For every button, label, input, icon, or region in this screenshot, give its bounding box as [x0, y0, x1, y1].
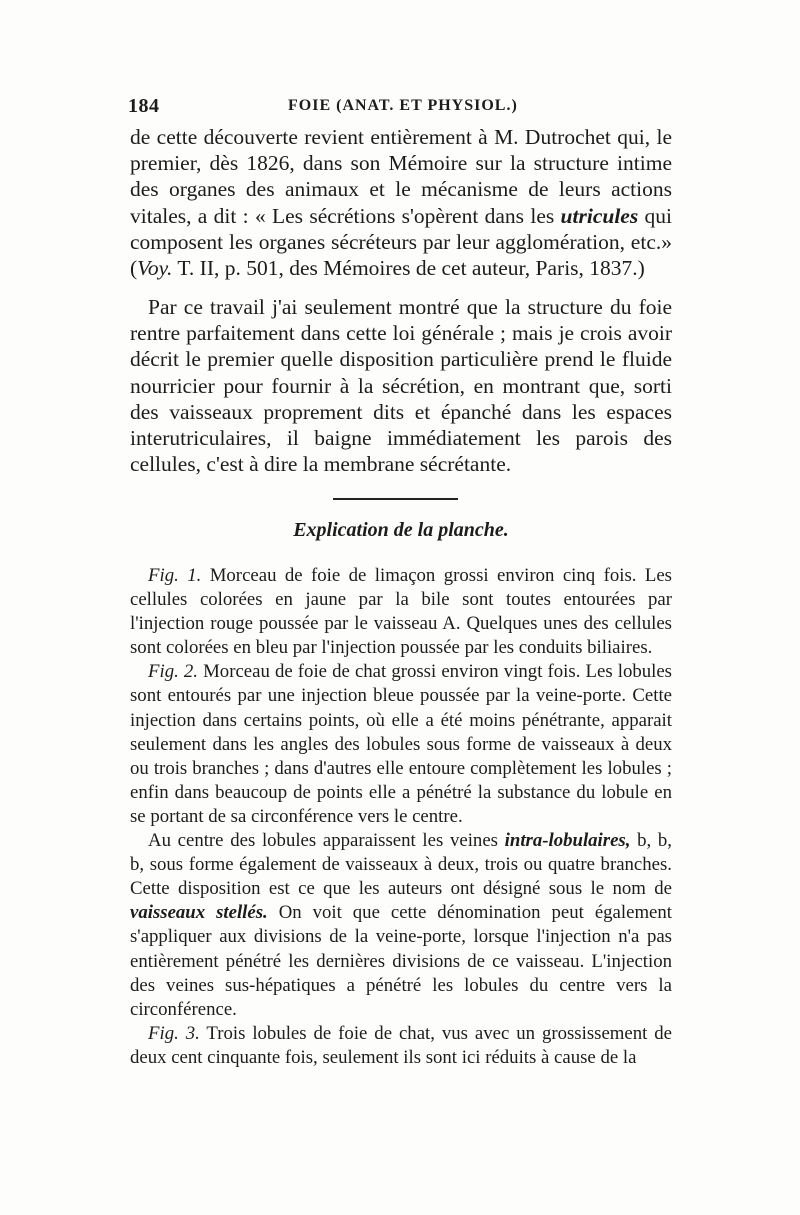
- p1-text-c: T. II, p. 501, des Mémoires de cet auteur, Paris, 1837.): [172, 256, 645, 281]
- fig2-entry: [130, 660, 672, 829]
- paragraph-dutrochet: [130, 124, 672, 281]
- fig2-text: Morceau de foie de chat grossi environ vingt fois. Les lobules sont entourés par une injection bleue poussée par la veine-porte. Cette injection dans certains points, où elle a été moins pénétrante, apparait seulement dans les angles des lobules sous forme de vaisseaux à deux ou trois branches ; dans d'autres elle entoure complètement les lobules ; enfin dans beaucoup de points elle a pénétré la substance du lobule en se portant de sa circonférence vers le centre.: [130, 661, 672, 827]
- paragraph-travail: [130, 294, 672, 477]
- fig1-entry: [130, 564, 672, 660]
- section-title: Explication de la planche.: [293, 519, 509, 541]
- section-divider: [333, 498, 458, 500]
- fig1-text: Morceau de foie de limaçon grossi environ cinq fois. Les cellules colorées en jaune par la bile sont toutes entourées par l'injection rouge poussée par le vaisseau A. Quelques unes des cellules sont colorées en bleu par l'injection poussée par les conduits biliaires.: [130, 565, 672, 659]
- fig2c-text-c: On voit que cette dénomination peut également s'appliquer aux divisions de la veine-porte, lorsque l'injection n'a pas entièrement pénétré les dernières divisions de ce vaisseau. L'injection des veines sus-hépatiques a pénétré les lobules du centre vers la circonférence.: [130, 902, 672, 1020]
- p2-text: Par ce travail j'ai seulement montré que la structure du foie rentre parfaitement dans cette loi générale ; mais je crois avoir décrit le premier quelle disposition particulière prend le fluide nourricier pour fournir à la sécrétion, en montrant que, sorti des vaisseaux proprement dits et épanché dans les espaces interutriculaires, il baigne immédiatement les parois des cellules, c'est à dire la membrane sécrétante.: [130, 295, 672, 477]
- fig3-entry: [130, 1022, 672, 1070]
- plate-explanation: [130, 564, 672, 1070]
- fig2c-emphasis-stelles: vaisseaux stellés.: [130, 902, 268, 924]
- fig2c-text-a: Au centre des lobules apparaissent les veines: [148, 830, 505, 852]
- fig2-continuation: [130, 829, 672, 1022]
- p1-voy: Voy.: [137, 256, 173, 281]
- fig3-label: Fig. 3.: [148, 1022, 200, 1044]
- fig2c-emphasis-intralobulaires: intra-lobulaires,: [504, 830, 631, 852]
- p1-emphasis-utricules: utricules: [560, 203, 639, 228]
- fig3-text: Trois lobules de foie de chat, vus avec un grossissement de deux cent cinquante fois, seulement ils sont ici réduits à cause de la: [130, 1022, 672, 1068]
- page-number: 184: [128, 95, 160, 117]
- p1-text-b: qui composent les organes sécréteurs par leur agglomération, etc.» (: [130, 203, 672, 281]
- fig1-label: Fig. 1.: [148, 565, 202, 586]
- fig2-label: Fig. 2.: [148, 661, 198, 683]
- fig2c-text-b: b, b, b, sous forme également de vaisseaux à deux, trois ou quatre branches. Cette disposition est ce que les auteurs ont désigné sous le nom de: [130, 830, 673, 900]
- running-title: FOIE (ANAT. ET PHYSIOL.): [288, 97, 518, 114]
- p1-text-a: de cette découverte revient entièrement à M. Dutrochet qui, le premier, dès 1826, dans son Mémoire sur la structure intime des organes des animaux et le mécanisme de leurs actions vitales, a dit : « Les sécrétions s'opèrent dans les: [130, 125, 672, 228]
